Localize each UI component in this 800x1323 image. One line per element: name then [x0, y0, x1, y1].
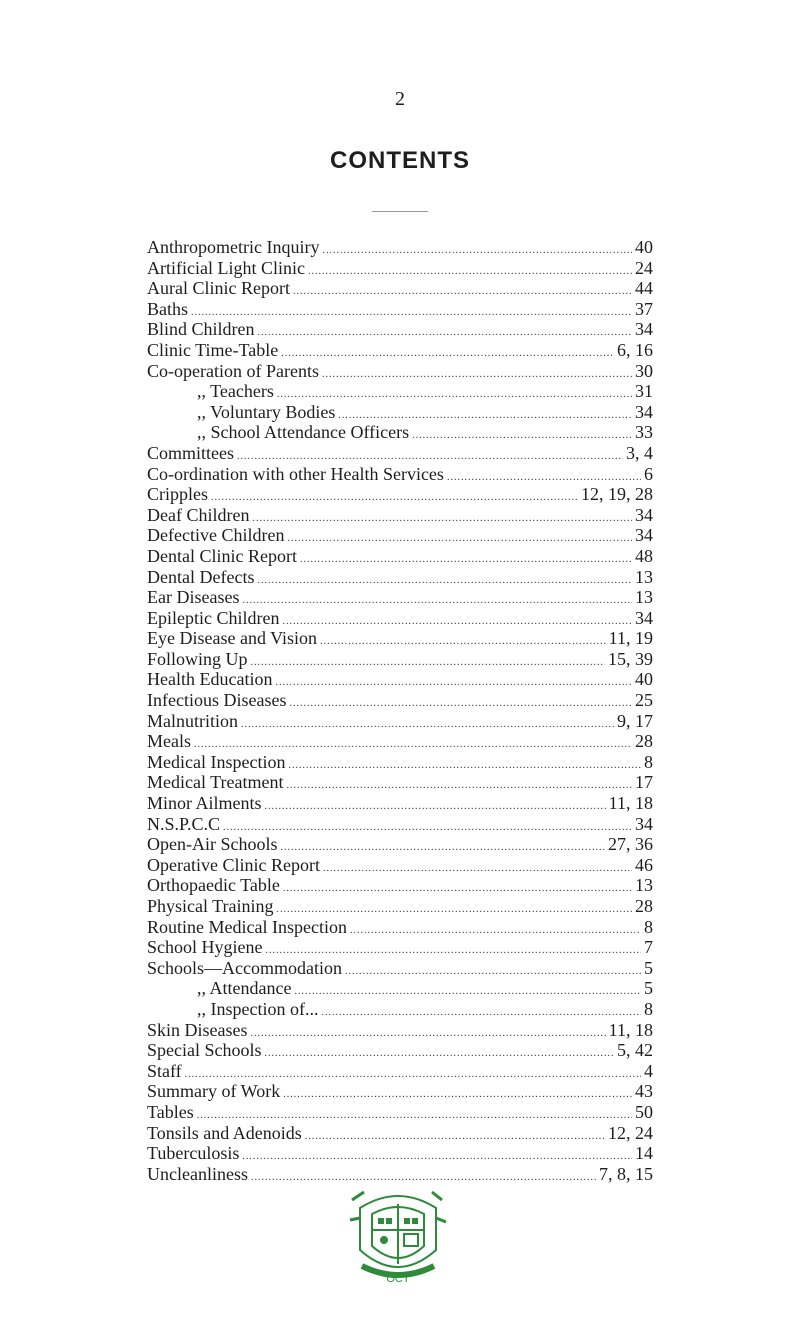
toc-entry-label: Skin Diseases [147, 1019, 248, 1040]
toc-entry-label: Operative Clinic Report [147, 854, 320, 875]
toc-entry [147, 649, 653, 670]
toc-entry-page: 37 [635, 298, 653, 319]
toc-entry-label: Deaf Children [147, 504, 250, 525]
toc-entry [147, 814, 653, 835]
dot-leader [241, 715, 614, 736]
toc-entry [147, 1040, 653, 1061]
toc-entry-page: 5 [644, 957, 653, 978]
dot-leader [293, 282, 632, 303]
dot-leader [322, 241, 632, 262]
toc-entry [147, 690, 653, 711]
toc-entry [147, 237, 653, 258]
toc-entry-label: Co-operation of Parents [147, 360, 319, 381]
dot-leader [242, 591, 632, 612]
toc-entry-label: Minor Ailments [147, 793, 262, 814]
toc-entry-label: Committees [147, 442, 234, 463]
toc-entry-page: 6, 16 [617, 339, 653, 360]
toc-entry-page: 13 [635, 875, 653, 896]
toc-entry-label: N.S.P.C.C [147, 813, 221, 834]
toc-entry-page: 9, 17 [617, 710, 653, 731]
toc-entry [147, 875, 653, 896]
toc-entry [147, 978, 653, 999]
toc-entry [147, 505, 653, 526]
dot-leader [191, 303, 632, 324]
dot-leader [282, 612, 632, 633]
toc-entry-label: Open-Air Schools [147, 834, 278, 855]
dot-leader [251, 1024, 606, 1045]
toc-entry-page: 25 [635, 690, 653, 711]
toc-entry-page: 13 [635, 566, 653, 587]
stamp-month: OCT [386, 1273, 410, 1285]
dot-leader [300, 550, 632, 571]
page-title: CONTENTS [330, 147, 470, 174]
toc-entry [147, 258, 653, 279]
toc-entry-page: 11, 19 [608, 628, 653, 649]
toc-entry-label: Staff [147, 1060, 182, 1081]
toc-entry-page: 8 [644, 751, 653, 772]
toc-entry-label: Clinic Time-Table [147, 339, 279, 360]
toc-entry [147, 937, 653, 958]
toc-entry-page: 48 [635, 545, 653, 566]
toc-entry [147, 484, 653, 505]
toc-entry [147, 402, 653, 423]
toc-entry-label: Artificial Light Clinic [147, 257, 305, 278]
toc-entry-page: 50 [635, 1101, 653, 1122]
toc-entry [147, 319, 653, 340]
toc-entry-page: 17 [635, 772, 653, 793]
dot-leader [345, 962, 641, 983]
toc-entry-label: Baths [147, 298, 189, 319]
toc-entry-page: 34 [635, 319, 653, 340]
dot-leader [252, 509, 632, 530]
dot-leader [257, 571, 632, 592]
dot-leader [321, 1003, 641, 1024]
toc-entry-page: 34 [635, 504, 653, 525]
toc-entry-page: 33 [635, 422, 653, 443]
toc-entry [147, 669, 653, 690]
toc-entry-page: 27, 36 [608, 834, 653, 855]
dot-leader [322, 365, 632, 386]
toc-entry-label: Special Schools [147, 1040, 262, 1061]
dot-leader [223, 818, 632, 839]
toc-entry-page: 46 [635, 854, 653, 875]
toc-entry [147, 546, 653, 567]
toc-entry [147, 587, 653, 608]
dot-leader [281, 344, 614, 365]
toc-entry-label: Defective Children [147, 525, 285, 546]
dot-leader [287, 529, 632, 550]
toc-entry-label: Tables [147, 1101, 194, 1122]
toc-entry [147, 772, 653, 793]
toc-entry-label: Medical Inspection [147, 751, 286, 772]
toc-entry-label: Epileptic Children [147, 607, 280, 628]
toc-entry-label: Aural Clinic Report [147, 278, 290, 299]
toc-entry [147, 525, 653, 546]
toc-entry [147, 1123, 653, 1144]
dot-leader [265, 797, 606, 818]
toc-entry-label: Co-ordination with other Health Services [147, 463, 444, 484]
toc-entry-label: Cripples [147, 484, 208, 505]
toc-entry-page: 8 [644, 998, 653, 1019]
toc-entry-page: 40 [635, 237, 653, 257]
toc-entry-page: 43 [635, 1081, 653, 1102]
toc-entry-page: 34 [635, 607, 653, 628]
page-number: 2 [395, 88, 405, 110]
toc-entry-label: Malnutrition [147, 710, 238, 731]
toc-entry [147, 1020, 653, 1041]
toc-entry-label: Orthopaedic Table [147, 875, 280, 896]
toc-entry-label: School Hygiene [147, 937, 263, 958]
toc-entry-label: ,, School Attendance Officers [197, 422, 410, 443]
toc-entry-page: 12, 24 [608, 1122, 653, 1143]
toc-entry-label: Summary of Work [147, 1081, 281, 1102]
dot-leader [211, 488, 578, 509]
toc-entry [147, 381, 653, 402]
toc-entry-page: 12, 19, 28 [581, 484, 653, 505]
toc-entry-label: Dental Clinic Report [147, 545, 297, 566]
toc-entry [147, 1102, 653, 1123]
toc-entry-label: Routine Medical Inspection [147, 916, 347, 937]
dot-leader [283, 879, 632, 900]
toc-entry [147, 422, 653, 443]
toc-entry [147, 443, 653, 464]
toc-entry-page: 11, 18 [608, 793, 653, 814]
toc-entry-label: Uncleanliness [147, 1163, 248, 1184]
dot-leader [286, 776, 632, 797]
toc-entry-label: ,, Voluntary Bodies [197, 401, 336, 422]
dot-leader [258, 323, 633, 344]
toc-entry [147, 711, 653, 732]
toc-entry [147, 999, 653, 1020]
toc-entry-page: 28 [635, 896, 653, 916]
toc-entry [147, 464, 653, 485]
toc-entry-page: 13 [635, 587, 653, 608]
toc-entry-label: Medical Treatment [147, 772, 284, 793]
toc-entry-page: 31 [635, 381, 653, 402]
toc-entry [147, 731, 653, 752]
toc-entry [147, 567, 653, 588]
toc-entry [147, 855, 653, 876]
dot-leader [280, 838, 605, 859]
dot-leader [412, 426, 632, 447]
library-stamp [342, 1180, 454, 1292]
toc-entry-page: 44 [635, 278, 653, 299]
toc-entry-label: Physical Training [147, 896, 274, 916]
toc-entry-page: 7 [644, 937, 653, 958]
dot-leader [305, 1127, 605, 1148]
toc-entry-label: Dental Defects [147, 566, 255, 587]
toc-entry-page: 5, 42 [617, 1040, 653, 1061]
dot-leader [251, 653, 605, 674]
toc-entry [147, 958, 653, 979]
toc-entry-page: 11, 18 [608, 1019, 653, 1040]
toc-entry [147, 299, 653, 320]
toc-entry-page: 24 [635, 257, 653, 278]
toc-entry-label: ,, Attendance [197, 978, 292, 999]
toc-entry [147, 793, 653, 814]
contents-list [147, 237, 653, 1184]
toc-entry-label: Meals [147, 731, 191, 752]
dot-leader [350, 921, 641, 942]
toc-entry-page: 4 [644, 1060, 653, 1081]
toc-entry-page: 6 [644, 463, 653, 484]
toc-entry-page: 28 [635, 731, 653, 752]
dot-leader [289, 694, 632, 715]
toc-entry [147, 1061, 653, 1082]
toc-entry-page: 3, 4 [626, 442, 653, 463]
toc-entry [147, 361, 653, 382]
dot-leader [283, 1085, 632, 1106]
toc-entry [147, 628, 653, 649]
toc-entry-label: ,, Inspection of... [197, 998, 319, 1019]
toc-entry-page: 7, 8, 15 [599, 1163, 653, 1184]
toc-entry [147, 1081, 653, 1102]
toc-entry-label: Blind Children [147, 319, 255, 340]
dot-leader [288, 756, 641, 777]
toc-entry-label: Infectious Diseases [147, 690, 287, 711]
toc-entry-label: Anthropometric Inquiry [147, 237, 320, 257]
toc-entry-page: 34 [635, 401, 653, 422]
toc-entry-label: Schools—Accommodation [147, 957, 342, 978]
toc-entry-label: Following Up [147, 648, 248, 669]
toc-entry-page: 30 [635, 360, 653, 381]
toc-entry [147, 1143, 653, 1164]
toc-entry-label: Tonsils and Adenoids [147, 1122, 302, 1143]
dot-leader [294, 982, 641, 1003]
toc-entry-label: ,, Teachers [197, 381, 274, 402]
dot-leader [323, 859, 632, 880]
toc-entry-label: Health Education [147, 669, 273, 690]
toc-entry [147, 834, 653, 855]
toc-entry-page: 34 [635, 813, 653, 834]
dot-leader [275, 673, 632, 694]
toc-entry [147, 278, 653, 299]
dot-leader [242, 1147, 632, 1168]
toc-entry-page: 15, 39 [608, 648, 653, 669]
toc-entry-label: Tuberculosis [147, 1143, 240, 1164]
toc-entry-page: 5 [644, 978, 653, 999]
toc-entry-page: 8 [644, 916, 653, 937]
toc-entry [147, 608, 653, 629]
toc-entry [147, 752, 653, 773]
toc-entry-label: Ear Diseases [147, 587, 240, 608]
toc-entry-page: 40 [635, 669, 653, 690]
toc-entry [147, 340, 653, 361]
title-divider [372, 211, 428, 212]
dot-leader [320, 632, 606, 653]
dot-leader [265, 1044, 615, 1065]
toc-entry [147, 896, 653, 917]
toc-entry-label: Eye Disease and Vision [147, 628, 318, 649]
toc-entry-page: 34 [635, 525, 653, 546]
toc-entry [147, 917, 653, 938]
toc-entry-page: 14 [635, 1143, 653, 1164]
dot-leader [308, 262, 632, 283]
